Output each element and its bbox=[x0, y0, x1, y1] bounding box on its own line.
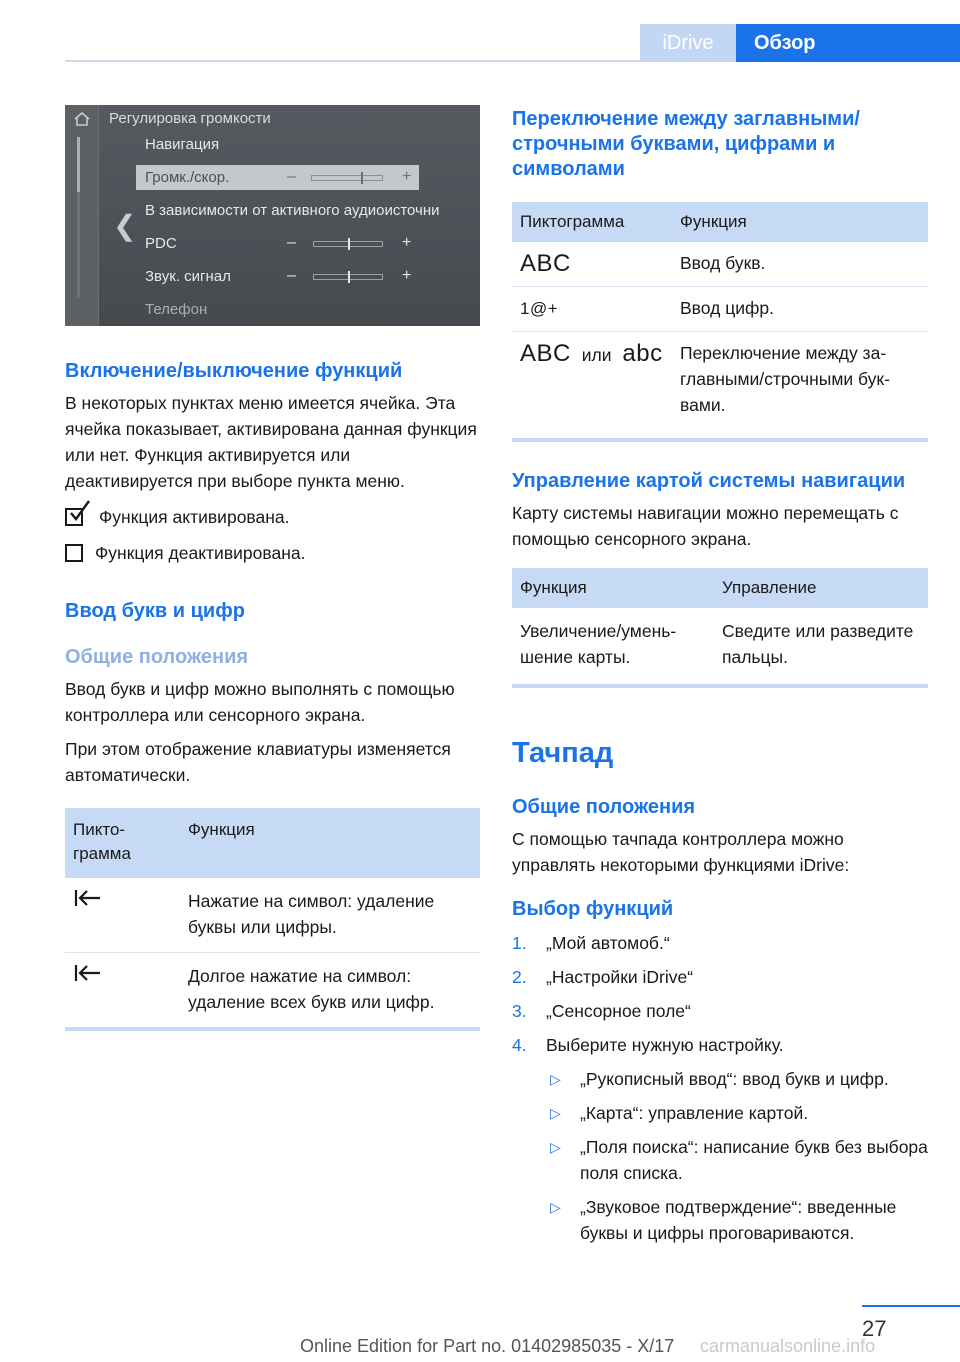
sound-signal-slider-knob bbox=[348, 271, 350, 283]
right-column bbox=[512, 105, 928, 1254]
plus-icon: + bbox=[402, 234, 412, 251]
delete-icons-table bbox=[65, 808, 480, 1027]
table-header-function: Функция bbox=[512, 568, 714, 608]
menu-item-sound-signal: Звук. сигнал bbox=[145, 268, 231, 285]
checked-box-icon bbox=[65, 508, 83, 526]
list-item: ▷ „Поля поиска“: написание букв без выбора поля списка. bbox=[546, 1134, 928, 1186]
map-gesture-table bbox=[512, 568, 928, 684]
table-row bbox=[512, 287, 928, 332]
checkbox-deactivated-row bbox=[65, 540, 480, 566]
list-item: 3. „Сенсорное поле“ bbox=[512, 1001, 691, 1021]
checkbox-activated-label: Функция активирована. bbox=[99, 507, 290, 527]
lowercase-letters-icon: abc bbox=[622, 340, 663, 367]
select-functions-heading: Выбор функций bbox=[512, 898, 674, 920]
digits-symbols-icon: 1@+ bbox=[520, 299, 559, 318]
table-header-row bbox=[512, 568, 928, 608]
table-cell-function: Нажатие на символ: удаление буквы или цифры. bbox=[180, 878, 480, 953]
checkbox-deactivated-label: Функция деактивирована. bbox=[95, 543, 306, 563]
table-header-function: Функция bbox=[672, 202, 928, 242]
volume-speed-slider bbox=[311, 175, 383, 181]
table-header-row bbox=[65, 808, 480, 878]
menu-item-phone: Телефон bbox=[145, 301, 208, 318]
table-header-control: Управление bbox=[714, 568, 928, 608]
page-number: 27 bbox=[862, 1316, 887, 1341]
plus-icon: + bbox=[402, 267, 412, 284]
table-cell-control: Сведите или разведите пальцы. bbox=[722, 621, 914, 667]
table-cell-function: Увеличение/уменьшение карты. bbox=[520, 621, 677, 667]
list-item: 1. „Мой автомоб.“ bbox=[512, 933, 670, 953]
toggle-functions-text: В некоторых пунктах меню имеется ячейка. Эта ячейка показывает, активирована данная функция или нет. Функция активируется или деактивируется при выборе пункта меню. bbox=[65, 393, 477, 491]
map-control-text: Карту системы навигации можно перемещать с помощью сенсорного экрана. bbox=[512, 503, 899, 549]
map-control-heading: Управление картой системы навигации bbox=[512, 470, 906, 492]
input-paragraph-2: При этом отображение клавиатуры изменяется автоматически. bbox=[65, 739, 451, 785]
input-letters-heading: Ввод букв и цифр bbox=[65, 600, 245, 622]
menu-item-navigation: Навигация bbox=[145, 136, 220, 153]
touchpad-text: С помощью тачпада контроллера можно управлять некоторыми функциями iDrive: bbox=[512, 829, 850, 875]
triangle-bullet-icon: ▷ bbox=[550, 1105, 561, 1121]
backspace-arrow-icon bbox=[73, 888, 103, 908]
minus-icon: – bbox=[287, 168, 296, 185]
backspace-arrow-icon bbox=[73, 963, 103, 983]
table-header-row bbox=[512, 202, 928, 242]
table-bottom-rule bbox=[65, 1027, 480, 1031]
checkbox-activated-row bbox=[65, 504, 480, 530]
table-cell-function: Долгое нажатие на символ: удаление всех букв или цифр. bbox=[188, 966, 435, 1012]
edition-note: Online Edition for Part no. 01402985035 - X/17 bbox=[300, 1336, 675, 1356]
table-cell-function: Ввод букв. bbox=[672, 242, 928, 287]
touchpad-title: Тачпад bbox=[512, 737, 614, 769]
keyboard-mode-table bbox=[512, 202, 928, 432]
table-bottom-rule bbox=[512, 684, 928, 688]
list-item: 2. „Настройки iDrive“ bbox=[512, 967, 694, 987]
table-cell-function: Ввод цифр. bbox=[672, 287, 928, 332]
pdc-slider-knob bbox=[348, 238, 350, 250]
table-bottom-rule bbox=[512, 438, 928, 442]
input-general-subheading: Общие положения bbox=[65, 646, 249, 668]
steps-list bbox=[512, 930, 928, 1058]
table-header-function: Функция bbox=[180, 808, 480, 878]
list-item: ▷ „Рукописный ввод“: ввод букв и цифр. bbox=[546, 1066, 928, 1092]
input-paragraph-1: Ввод букв и цифр можно выполнять с помощью контроллера или сенсорного экрана. bbox=[65, 679, 455, 725]
plus-icon: + bbox=[402, 168, 412, 185]
triangle-bullet-icon: ▷ bbox=[550, 1199, 561, 1215]
triangle-bullet-icon: ▷ bbox=[550, 1139, 561, 1155]
toggle-functions-heading: Включение/выключение функций bbox=[65, 360, 403, 382]
table-cell-function: Переключение между заглавными/строчными буквами. bbox=[680, 343, 890, 415]
uppercase-letters-icon: ABC bbox=[520, 340, 571, 367]
list-item: ▷ „Звуковое подтверждение“: введенные буквы и цифры проговариваются. bbox=[546, 1194, 928, 1246]
home-icon bbox=[74, 112, 90, 126]
touchpad-general-subheading: Общие положения bbox=[512, 796, 696, 818]
list-item: 4. Выберите нужную настройку. bbox=[512, 1035, 784, 1055]
footer-rule bbox=[862, 1305, 960, 1307]
table-header-pictogram: Пиктограмма bbox=[65, 808, 180, 878]
table-row bbox=[65, 878, 480, 953]
screenshot-scroll-thumb bbox=[77, 137, 80, 192]
table-row bbox=[512, 242, 928, 287]
substeps-list bbox=[546, 1066, 928, 1246]
watermark: carmanualsonline.info bbox=[700, 1336, 876, 1356]
table-row bbox=[65, 953, 480, 1028]
menu-item-audio-source: В зависимости от активного аудиоисточни bbox=[145, 202, 440, 219]
case-switch-heading: Переключение между заглавными/строчными буквами, цифрами и символами bbox=[512, 108, 860, 180]
left-column bbox=[65, 105, 480, 1031]
minus-icon: – bbox=[287, 267, 296, 284]
list-item: ▷ „Карта“: управление картой. bbox=[546, 1100, 928, 1126]
menu-item-pdc: PDC bbox=[145, 235, 177, 252]
header-chapter-tab[interactable]: Обзор bbox=[736, 24, 960, 62]
menu-item-volume-speed: Громк./скор. bbox=[145, 169, 230, 186]
volume-settings-screenshot bbox=[65, 105, 480, 326]
minus-icon: – bbox=[287, 234, 296, 251]
volume-speed-slider-knob bbox=[361, 172, 363, 184]
back-arrow-icon: ❮ bbox=[113, 210, 137, 241]
screenshot-sidebar bbox=[65, 105, 99, 326]
table-header-pictogram: Пиктограмма bbox=[512, 202, 672, 242]
triangle-bullet-icon: ▷ bbox=[550, 1071, 561, 1087]
table-row bbox=[512, 608, 928, 684]
uppercase-letters-icon: ABC bbox=[520, 250, 571, 277]
empty-box-icon bbox=[65, 544, 83, 562]
or-label: или bbox=[581, 345, 612, 365]
table-row bbox=[512, 332, 928, 433]
header-section-tab[interactable]: iDrive bbox=[640, 24, 736, 62]
screenshot-title: Регулировка громкости bbox=[109, 110, 271, 127]
